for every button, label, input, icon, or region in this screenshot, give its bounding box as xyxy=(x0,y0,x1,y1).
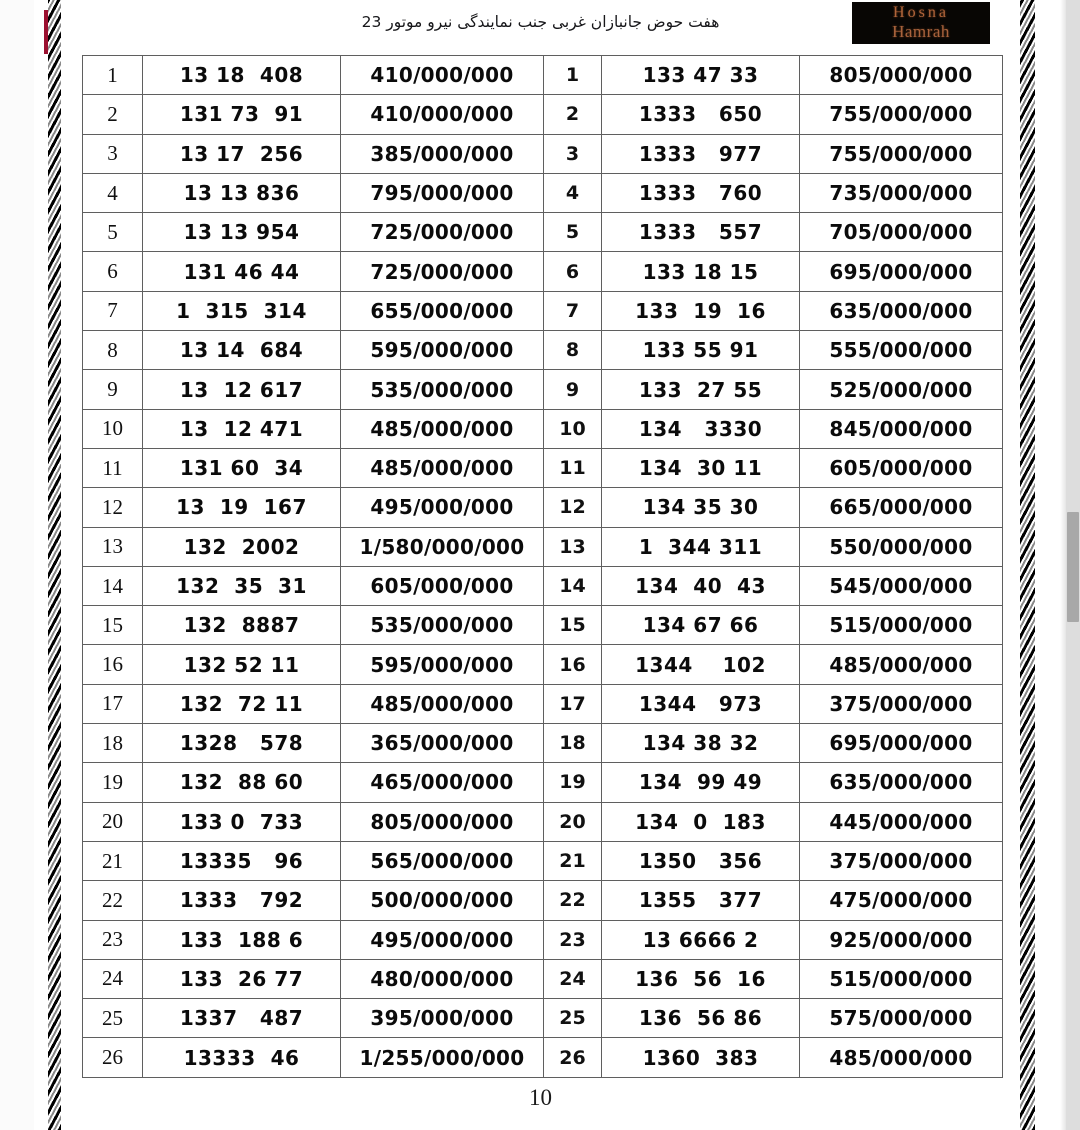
table-row xyxy=(83,56,1003,95)
row-index-left: 1 xyxy=(83,56,143,95)
row-amount-left: 365/000/000 xyxy=(341,724,544,763)
row-amount-left: 410/000/000 xyxy=(341,95,544,134)
row-code-right: 1350 356 xyxy=(602,841,800,880)
row-index-right: 16 xyxy=(544,645,602,684)
table-row xyxy=(83,488,1003,527)
table-row xyxy=(83,213,1003,252)
right-hatched-edge xyxy=(1020,0,1035,1130)
table-row xyxy=(83,920,1003,959)
row-amount-left: 595/000/000 xyxy=(341,331,544,370)
row-index-left: 19 xyxy=(83,763,143,802)
left-gutter xyxy=(0,0,34,1130)
row-index-left: 25 xyxy=(83,999,143,1038)
table-row xyxy=(83,1038,1003,1077)
vertical-scrollbar-thumb[interactable] xyxy=(1067,512,1079,622)
table-body xyxy=(83,56,1003,1078)
row-amount-right: 515/000/000 xyxy=(800,959,1003,998)
row-code-left: 13 13 954 xyxy=(143,213,341,252)
row-index-right: 15 xyxy=(544,606,602,645)
row-amount-right: 705/000/000 xyxy=(800,213,1003,252)
row-index-left: 21 xyxy=(83,841,143,880)
row-index-left: 11 xyxy=(83,448,143,487)
row-code-right: 133 18 15 xyxy=(602,252,800,291)
row-index-right: 5 xyxy=(544,213,602,252)
row-amount-right: 755/000/000 xyxy=(800,95,1003,134)
row-amount-right: 805/000/000 xyxy=(800,56,1003,95)
row-amount-left: 410/000/000 xyxy=(341,56,544,95)
row-amount-right: 445/000/000 xyxy=(800,802,1003,841)
row-amount-left: 805/000/000 xyxy=(341,802,544,841)
row-amount-left: 395/000/000 xyxy=(341,999,544,1038)
row-amount-right: 555/000/000 xyxy=(800,331,1003,370)
row-index-left: 10 xyxy=(83,409,143,448)
row-code-left: 1 315 314 xyxy=(143,291,341,330)
table-row xyxy=(83,763,1003,802)
row-index-right: 23 xyxy=(544,920,602,959)
table-row xyxy=(83,684,1003,723)
logo-line-1: Hosna xyxy=(893,4,949,21)
row-index-right: 9 xyxy=(544,370,602,409)
row-code-right: 1333 557 xyxy=(602,213,800,252)
row-index-right: 17 xyxy=(544,684,602,723)
table-row xyxy=(83,999,1003,1038)
table-row xyxy=(83,252,1003,291)
table-row xyxy=(83,959,1003,998)
row-index-right: 10 xyxy=(544,409,602,448)
row-amount-left: 1/255/000/000 xyxy=(341,1038,544,1077)
row-index-right: 18 xyxy=(544,724,602,763)
row-code-right: 134 99 49 xyxy=(602,763,800,802)
row-code-left: 132 35 31 xyxy=(143,566,341,605)
row-code-right: 1333 760 xyxy=(602,173,800,212)
row-index-right: 20 xyxy=(544,802,602,841)
row-code-right: 1355 377 xyxy=(602,881,800,920)
row-amount-left: 495/000/000 xyxy=(341,488,544,527)
row-code-right: 1344 102 xyxy=(602,645,800,684)
row-code-left: 1328 578 xyxy=(143,724,341,763)
row-amount-left: 500/000/000 xyxy=(341,881,544,920)
row-amount-left: 535/000/000 xyxy=(341,370,544,409)
row-amount-right: 845/000/000 xyxy=(800,409,1003,448)
row-amount-left: 485/000/000 xyxy=(341,448,544,487)
document-header xyxy=(61,0,1020,50)
row-index-right: 3 xyxy=(544,134,602,173)
row-code-right: 1360 383 xyxy=(602,1038,800,1077)
row-amount-left: 1/580/000/000 xyxy=(341,527,544,566)
row-code-left: 132 88 60 xyxy=(143,763,341,802)
row-index-right: 6 xyxy=(544,252,602,291)
table-row xyxy=(83,370,1003,409)
row-code-left: 133 188 6 xyxy=(143,920,341,959)
table-row xyxy=(83,527,1003,566)
row-index-right: 22 xyxy=(544,881,602,920)
row-code-left: 1337 487 xyxy=(143,999,341,1038)
row-code-left: 132 2002 xyxy=(143,527,341,566)
row-code-right: 1333 977 xyxy=(602,134,800,173)
row-amount-left: 535/000/000 xyxy=(341,606,544,645)
row-index-right: 4 xyxy=(544,173,602,212)
row-amount-right: 375/000/000 xyxy=(800,684,1003,723)
row-index-left: 13 xyxy=(83,527,143,566)
row-code-right: 134 35 30 xyxy=(602,488,800,527)
row-index-right: 2 xyxy=(544,95,602,134)
row-amount-left: 655/000/000 xyxy=(341,291,544,330)
row-amount-left: 595/000/000 xyxy=(341,645,544,684)
row-amount-left: 725/000/000 xyxy=(341,213,544,252)
row-index-right: 24 xyxy=(544,959,602,998)
row-amount-right: 550/000/000 xyxy=(800,527,1003,566)
left-hatched-edge xyxy=(48,0,61,1130)
row-index-left: 15 xyxy=(83,606,143,645)
row-index-left: 23 xyxy=(83,920,143,959)
row-amount-left: 485/000/000 xyxy=(341,409,544,448)
row-index-left: 8 xyxy=(83,331,143,370)
row-amount-left: 465/000/000 xyxy=(341,763,544,802)
row-amount-right: 735/000/000 xyxy=(800,173,1003,212)
row-code-right: 1333 650 xyxy=(602,95,800,134)
table-row xyxy=(83,173,1003,212)
row-code-right: 134 67 66 xyxy=(602,606,800,645)
row-code-left: 131 60 34 xyxy=(143,448,341,487)
row-index-right: 7 xyxy=(544,291,602,330)
row-index-left: 9 xyxy=(83,370,143,409)
table-row xyxy=(83,331,1003,370)
row-code-right: 133 27 55 xyxy=(602,370,800,409)
table-row xyxy=(83,645,1003,684)
table-row xyxy=(83,724,1003,763)
row-index-left: 2 xyxy=(83,95,143,134)
row-amount-right: 525/000/000 xyxy=(800,370,1003,409)
red-margin-tick xyxy=(44,10,48,54)
row-amount-right: 695/000/000 xyxy=(800,724,1003,763)
row-code-right: 134 40 43 xyxy=(602,566,800,605)
table-row xyxy=(83,841,1003,880)
row-code-left: 132 72 11 xyxy=(143,684,341,723)
row-code-right: 134 30 11 xyxy=(602,448,800,487)
row-code-left: 13 18 408 xyxy=(143,56,341,95)
row-index-left: 26 xyxy=(83,1038,143,1077)
row-code-right: 134 3330 xyxy=(602,409,800,448)
row-amount-left: 795/000/000 xyxy=(341,173,544,212)
table-row xyxy=(83,95,1003,134)
row-index-left: 22 xyxy=(83,881,143,920)
row-amount-left: 495/000/000 xyxy=(341,920,544,959)
row-amount-right: 485/000/000 xyxy=(800,1038,1003,1077)
row-code-right: 133 55 91 xyxy=(602,331,800,370)
table-row xyxy=(83,566,1003,605)
row-index-right: 26 xyxy=(544,1038,602,1077)
row-code-right: 133 47 33 xyxy=(602,56,800,95)
row-index-left: 5 xyxy=(83,213,143,252)
vertical-scrollbar-track[interactable] xyxy=(1066,0,1080,1130)
row-amount-right: 635/000/000 xyxy=(800,763,1003,802)
row-amount-right: 605/000/000 xyxy=(800,448,1003,487)
hosna-hamrah-logo xyxy=(852,2,990,44)
row-index-right: 8 xyxy=(544,331,602,370)
row-code-left: 132 52 11 xyxy=(143,645,341,684)
row-index-left: 14 xyxy=(83,566,143,605)
row-code-left: 1333 792 xyxy=(143,881,341,920)
row-code-left: 13335 96 xyxy=(143,841,341,880)
row-amount-right: 375/000/000 xyxy=(800,841,1003,880)
row-code-left: 13 17 256 xyxy=(143,134,341,173)
row-code-right: 13 6666 2 xyxy=(602,920,800,959)
row-amount-right: 545/000/000 xyxy=(800,566,1003,605)
row-index-left: 6 xyxy=(83,252,143,291)
page-number: 10 xyxy=(529,1085,552,1110)
page-title: هفت حوض جانبازان غربی جنب نمایندگی نیرو موتور 23 xyxy=(361,13,720,31)
table-row xyxy=(83,134,1003,173)
table-row xyxy=(83,606,1003,645)
row-index-left: 3 xyxy=(83,134,143,173)
row-index-left: 20 xyxy=(83,802,143,841)
row-amount-right: 755/000/000 xyxy=(800,134,1003,173)
row-code-right: 134 0 183 xyxy=(602,802,800,841)
row-code-left: 131 73 91 xyxy=(143,95,341,134)
row-amount-left: 725/000/000 xyxy=(341,252,544,291)
data-table-wrapper xyxy=(82,55,988,1078)
row-index-left: 16 xyxy=(83,645,143,684)
row-code-right: 136 56 16 xyxy=(602,959,800,998)
row-index-left: 17 xyxy=(83,684,143,723)
row-index-right: 14 xyxy=(544,566,602,605)
row-index-left: 7 xyxy=(83,291,143,330)
table-row xyxy=(83,409,1003,448)
row-code-left: 13 19 167 xyxy=(143,488,341,527)
logo-line-2: Hamrah xyxy=(892,22,950,41)
row-amount-right: 485/000/000 xyxy=(800,645,1003,684)
row-index-left: 4 xyxy=(83,173,143,212)
row-code-right: 1 344 311 xyxy=(602,527,800,566)
row-amount-right: 475/000/000 xyxy=(800,881,1003,920)
row-code-left: 13 14 684 xyxy=(143,331,341,370)
row-amount-right: 575/000/000 xyxy=(800,999,1003,1038)
row-code-left: 132 8887 xyxy=(143,606,341,645)
row-index-right: 25 xyxy=(544,999,602,1038)
row-index-left: 18 xyxy=(83,724,143,763)
row-amount-left: 485/000/000 xyxy=(341,684,544,723)
table-row xyxy=(83,291,1003,330)
row-index-right: 21 xyxy=(544,841,602,880)
row-index-right: 11 xyxy=(544,448,602,487)
row-code-left: 133 26 77 xyxy=(143,959,341,998)
row-amount-right: 925/000/000 xyxy=(800,920,1003,959)
row-code-left: 133 0 733 xyxy=(143,802,341,841)
row-amount-right: 695/000/000 xyxy=(800,252,1003,291)
row-index-right: 1 xyxy=(544,56,602,95)
row-index-right: 13 xyxy=(544,527,602,566)
row-amount-right: 635/000/000 xyxy=(800,291,1003,330)
row-code-right: 1344 973 xyxy=(602,684,800,723)
row-code-right: 136 56 86 xyxy=(602,999,800,1038)
row-code-left: 13333 46 xyxy=(143,1038,341,1077)
listings-table xyxy=(82,55,1003,1078)
table-row xyxy=(83,881,1003,920)
row-amount-right: 665/000/000 xyxy=(800,488,1003,527)
row-index-left: 24 xyxy=(83,959,143,998)
row-code-left: 13 12 617 xyxy=(143,370,341,409)
row-amount-right: 515/000/000 xyxy=(800,606,1003,645)
row-code-left: 13 12 471 xyxy=(143,409,341,448)
row-code-right: 134 38 32 xyxy=(602,724,800,763)
row-amount-left: 385/000/000 xyxy=(341,134,544,173)
row-index-right: 12 xyxy=(544,488,602,527)
row-index-left: 12 xyxy=(83,488,143,527)
row-code-left: 131 46 44 xyxy=(143,252,341,291)
table-row xyxy=(83,448,1003,487)
row-amount-left: 605/000/000 xyxy=(341,566,544,605)
row-index-right: 19 xyxy=(544,763,602,802)
row-code-left: 13 13 836 xyxy=(143,173,341,212)
row-amount-left: 565/000/000 xyxy=(341,841,544,880)
table-row xyxy=(83,802,1003,841)
row-code-right: 133 19 16 xyxy=(602,291,800,330)
row-amount-left: 480/000/000 xyxy=(341,959,544,998)
